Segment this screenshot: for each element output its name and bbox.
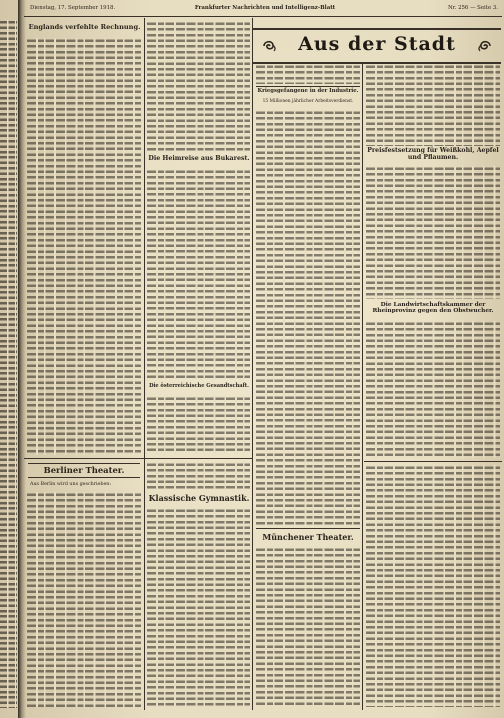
article-body-continued [147, 462, 250, 490]
article-body-stadt-news [366, 64, 500, 146]
article-title-heimreise: Die Heimreise aus Bukarest. [148, 155, 250, 162]
article-body-muenchener [256, 547, 360, 707]
adjacent-page-text [0, 20, 17, 708]
article-body-kriegsgefangene [256, 110, 360, 525]
article-body-stadt-misc [366, 465, 500, 707]
section-rule [24, 458, 252, 459]
article-body-heimreise [147, 169, 250, 379]
article-title-gesandtschaft: Die österreichische Gesandtschaft. [149, 383, 249, 389]
article-body-preis [366, 166, 500, 299]
article-title-berliner: Berliner Theater. [28, 463, 140, 478]
column-rule [362, 62, 363, 710]
article-body-stadt-intro [256, 64, 360, 84]
article-body-gesandtschaft [147, 396, 250, 454]
article-body-berliner [27, 492, 141, 707]
article-title-englands: Englands verfehlte Rechnung. [28, 23, 141, 31]
article-body-gymnastik [147, 508, 250, 707]
section-header-stadt [253, 28, 501, 64]
article-subtitle-kriegsgefangene: 15 Millionen jährlicher Arbeitsverdienst. [262, 99, 354, 104]
article-body-landwirtschaft [366, 321, 500, 458]
masthead-date: Dienstag, 17. September 1918. [30, 5, 116, 11]
article-rule [256, 86, 360, 87]
column-rule [144, 18, 145, 710]
article-rule [256, 528, 360, 529]
page-fold [18, 0, 26, 718]
article-title-kriegsgefangene: Kriegsgefangene in der Industrie. [257, 88, 359, 94]
article-title-preis: Preisfestsetzung für Weißkohl, Aepfel und Pflaumen. [367, 147, 499, 161]
masthead-paper-name: Frankfurter Nachrichten und Intelligenz-Blatt [194, 5, 336, 11]
article-title-landwirtschaft: Die Landwirtschaftskammer der Rheinprovinz gegen den Obstwucher. [372, 302, 494, 315]
ornament-icon [477, 38, 493, 54]
article-dateline-berliner: Aus Berlin wird uns geschrieben: [30, 482, 112, 487]
column-rule [252, 18, 253, 710]
article-body-englands [27, 38, 141, 455]
masthead-issue: Nr. 256 — Seite 3. [447, 5, 498, 11]
article-body-continued [147, 21, 250, 152]
section-title-stadt: Aus der Stadt [298, 33, 456, 55]
masthead-rule [24, 16, 502, 17]
article-title-muenchener: Münchener Theater. [262, 532, 354, 542]
section-rule [364, 461, 502, 462]
article-title-gymnastik: Klassische Gymnastik. [148, 493, 250, 503]
